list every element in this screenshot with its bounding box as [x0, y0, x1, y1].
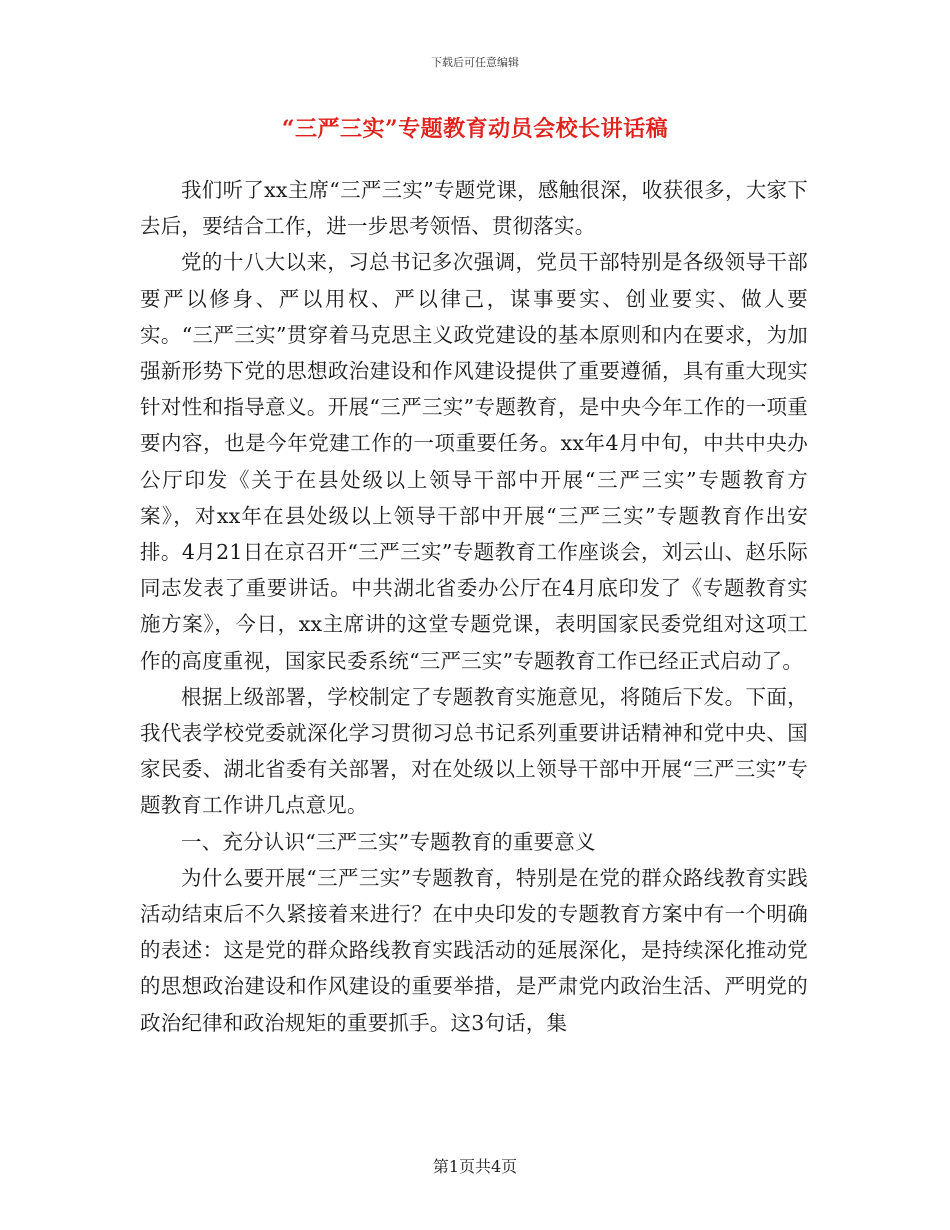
document-title: “三严三实”专题教育动员会校长讲话稿 — [281, 116, 669, 142]
header-note: 下载后可任意编辑 — [431, 56, 519, 69]
section-heading: 一、充分认识“三严三实”专题教育的重要意义 — [181, 829, 596, 854]
body-paragraph: 根据上级部署，学校制定了专题教育实施意见，将随后下发。下面，我代表学校党委就深化学习贯彻习总书记系列重要讲话精神和党中央、国家民委、湖北省委有关部署，对在处级以上领导干部中开展“三严三实”专题教育工作讲几点意见。 — [140, 684, 808, 818]
document-body — [140, 172, 808, 1041]
body-paragraph: 为什么要开展“三严三实”专题教育，特别是在党的群众路线教育实践活动结束后不久紧接着来进行？在中央印发的专题教育方案中有一个明确的表述：这是党的群众路线教育实践活动的延展深化，是持续深化推动党的思想政治建设和作风建设的重要举措，是严肃党内政治生活、严明党的政治纪律和政治规矩的重要抓手。这3句话，集 — [140, 865, 808, 1035]
body-paragraph: 党的十八大以来，习总书记多次强调，党员干部特别是各级领导干部要严以修身、严以用权、严以律己，谋事要实、创业要实、做人要实。“三严三实”贯穿着马克思主义政党建设的基本原则和内在要求，为加强新形势下党的思想政治建设和作风建设提供了重要遵循，具有重大现实针对性和指导意义。开展“三严三实”专题教育，是中央今年工作的一项重要内容，也是今年党建工作的一项重要任务。xx年4月中旬，中共中央办公厅印发《关于在县处级以上领导干部中开展“三严三实”专题教育方案》，对xx年在县处级以上领导干部中开展“三严三实”专题教育作出安排。4月21日在京召开“三严三实”专题教育工作座谈会，刘云山、赵乐际同志发表了重要讲话。中共湖北省委办公厅在4月底印发了《专题教育实施方案》，今日，xx主席讲的这堂专题党课，表明国家民委党组对这项工作的高度重视，国家民委系统“三严三实”专题教育工作已经正式启动了。 — [140, 250, 808, 673]
body-paragraph: 我们听了xx主席“三严三实”专题党课，感触很深，收获很多，大家下去后，要结合工作，进一步思考领悟、贯彻落实。 — [140, 178, 808, 239]
page-number: 第1页共4页 — [432, 1157, 518, 1176]
